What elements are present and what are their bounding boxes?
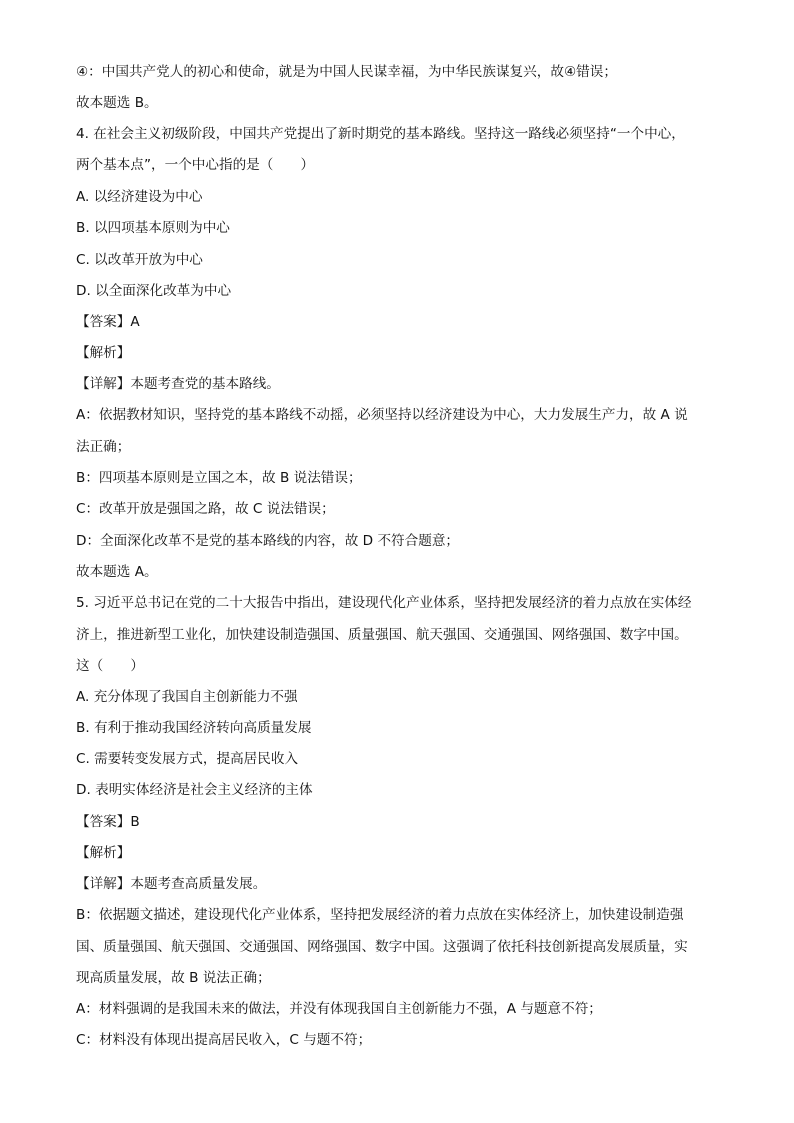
question-5-stem: 5. 习近平总书记在党的二十大报告中指出，建设现代化产业体系，坚持把发展经济的着力点放在实体经 bbox=[76, 595, 692, 611]
analysis-label: 【解析】 bbox=[76, 845, 131, 861]
question-4-stem: 两个基本点”，一个中心指的是（ ） bbox=[76, 157, 315, 173]
text-line: 故本题选 B。 bbox=[76, 95, 158, 111]
detail-line: 法正确； bbox=[76, 439, 131, 455]
detail-line: C：材料没有体现出提高居民收入，C 与题不符； bbox=[76, 1032, 372, 1048]
detail-line: A：材料强调的是我国未来的做法，并没有体现我国自主创新能力不强，A 与题意不符； bbox=[76, 1001, 602, 1017]
detail-line: B：四项基本原则是立国之本，故 B 说法错误； bbox=[76, 470, 362, 486]
option-d: D. 以全面深化改革为中心 bbox=[76, 283, 232, 299]
text-line: ④：中国共产党人的初心和使命，就是为中国人民谋幸福，为中华民族谋复兴，故④错误； bbox=[76, 64, 617, 80]
option-a: A. 以经济建设为中心 bbox=[76, 189, 203, 205]
option-b: B. 以四项基本原则为中心 bbox=[76, 220, 230, 236]
question-5-stem: 济上，推进新型工业化，加快建设制造强国、质量强国、航天强国、交通强国、网络强国、数字中国。 bbox=[76, 627, 688, 643]
detail-line: 【详解】本题考查高质量发展。 bbox=[76, 876, 267, 892]
option-b: B. 有利于推动我国经济转向高质量发展 bbox=[76, 720, 312, 736]
option-c: C. 需要转变发展方式，提高居民收入 bbox=[76, 751, 299, 767]
detail-line: A：依据教材知识，坚持党的基本路线不动摇，必须坚持以经济建设为中心，大力发展生产力，故 A 说 bbox=[76, 407, 688, 423]
answer-label: 【答案】A bbox=[76, 314, 140, 330]
detail-line: 故本题选 A。 bbox=[76, 564, 158, 580]
question-5-stem: 这（ ） bbox=[76, 658, 144, 674]
question-4-stem: 4. 在社会主义初级阶段，中国共产党提出了新时期党的基本路线。坚持这一路线必须坚持“一个中心， bbox=[76, 126, 685, 142]
detail-line: B：依据题文描述，建设现代化产业体系，坚持把发展经济的着力点放在实体经济上，加快建设制造强 bbox=[76, 907, 684, 923]
detail-line: C：改革开放是强国之路，故 C 说法错误； bbox=[76, 501, 335, 517]
analysis-label: 【解析】 bbox=[76, 345, 131, 361]
detail-line: 现高质量发展，故 B 说法正确； bbox=[76, 970, 271, 986]
detail-line: 【详解】本题考查党的基本路线。 bbox=[76, 376, 280, 392]
option-a: A. 充分体现了我国自主创新能力不强 bbox=[76, 689, 298, 705]
option-d: D. 表明实体经济是社会主义经济的主体 bbox=[76, 782, 313, 798]
option-c: C. 以改革开放为中心 bbox=[76, 252, 203, 268]
detail-line: 国、质量强国、航天强国、交通强国、网络强国、数字中国。这强调了依托科技创新提高发展质量，实 bbox=[76, 939, 688, 955]
detail-line: D：全面深化改革不是党的基本路线的内容，故 D 不符合题意； bbox=[76, 533, 460, 549]
answer-label: 【答案】B bbox=[76, 814, 140, 830]
